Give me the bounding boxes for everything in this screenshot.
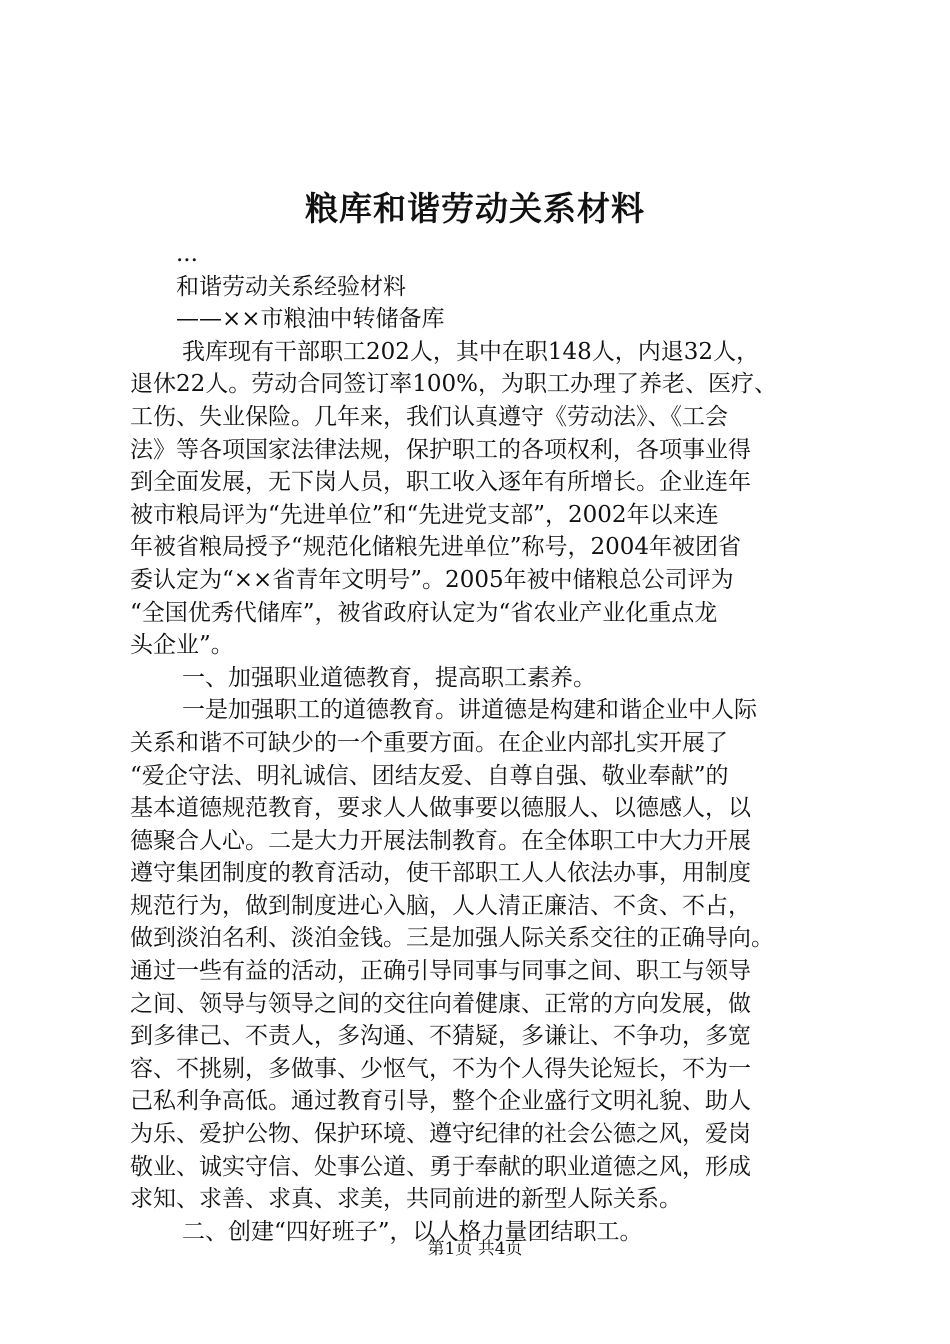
- body-line: 德聚合人心。二是大力开展法制教育。在全体职工中大力开展: [130, 827, 751, 854]
- body-line: 为乐、爱护公物、保护环境、遵守纪律的社会公德之风，爱岗: [130, 1121, 751, 1148]
- section-heading: 二、创建“四好班子”，以人格力量团结职工。: [182, 1218, 643, 1245]
- body-line: 委认定为“××省青年文明号”。2005年被中储粮总公司评为: [130, 566, 734, 593]
- body-line: 一是加强职工的道德教育。讲道德是构建和谐企业中人际: [182, 697, 757, 724]
- body-line: 被市粮局评为“先进单位”和“先进党支部”，2002年以来连: [130, 501, 719, 528]
- body-line: 到全面发展，无下岗人员，职工收入逐年有所增长。企业连年: [130, 469, 751, 496]
- body-line: 到多律己、不责人，多沟通、不猜疑，多谦让、不争功，多宽: [130, 1023, 751, 1050]
- body-line: 基本道德规范教育，要求人人做事要以德服人、以德感人，以: [130, 795, 751, 822]
- body-line: 通过一些有益的活动，正确引导同事与同事之间、职工与领导: [130, 958, 751, 985]
- body-line: ——××市粮油中转储备库: [176, 306, 445, 333]
- section-heading: 一、加强职业道德教育，提高职工素养。: [182, 664, 596, 691]
- body-line: 和谐劳动关系经验材料: [176, 273, 406, 300]
- body-line: 己私利争高低。通过教育引导，整个企业盛行文明礼貌、助人: [130, 1088, 751, 1115]
- body-line: 工伤、失业保险。几年来，我们认真遵守《劳动法》、《工会: [130, 403, 728, 430]
- document-body: [130, 238, 842, 1248]
- body-line: 我库现有干部职工202人，其中在职148人，内退32人，: [182, 338, 760, 365]
- body-line: 规范行为，做到制度进心入脑，人人清正廉洁、不贪、不占，: [130, 892, 751, 919]
- body-line: 求知、求善、求真、求美，共同前进的新型人际关系。: [130, 1186, 682, 1213]
- body-line: 年被省粮局授予“规范化储粮先进单位”称号，2004年被团省: [130, 534, 742, 561]
- body-line: 之间、领导与领导之间的交往向着健康、正常的方向发展，做: [130, 990, 751, 1017]
- page-number: 第1页 共4页: [427, 1239, 523, 1259]
- body-line: 遵守集团制度的教育活动，使干部职工人人依法办事，用制度: [130, 860, 751, 887]
- body-line: 法》等各项国家法律法规，保护职工的各项权利，各项事业得: [130, 436, 751, 463]
- body-line: 做到淡泊名利、淡泊金钱。三是加强人际关系交往的正确导向。: [130, 925, 774, 952]
- body-line: 容、不挑剔，多做事、少怄气，不为个人得失论短长，不为一: [130, 1055, 751, 1082]
- body-line: “爱企守法、明礼诚信、团结友爱、自尊自强、敬业奉献”的: [130, 762, 729, 789]
- body-line: 敬业、诚实守信、处事公道、勇于奉献的职业道德之风，形成: [130, 1153, 751, 1180]
- body-line: ...: [176, 241, 198, 267]
- body-line: 退休22人。劳动合同签订率100%，为职工办理了养老、医疗、: [130, 371, 778, 398]
- body-line: “全国优秀代储库”，被省政府认定为“省农业产业化重点龙: [130, 599, 718, 626]
- body-line: 关系和谐不可缺少的一个重要方面。在企业内部扎实开展了: [130, 729, 728, 756]
- document-title: 粮库和谐劳动关系材料: [305, 189, 645, 228]
- body-line: 头企业”。: [130, 632, 234, 659]
